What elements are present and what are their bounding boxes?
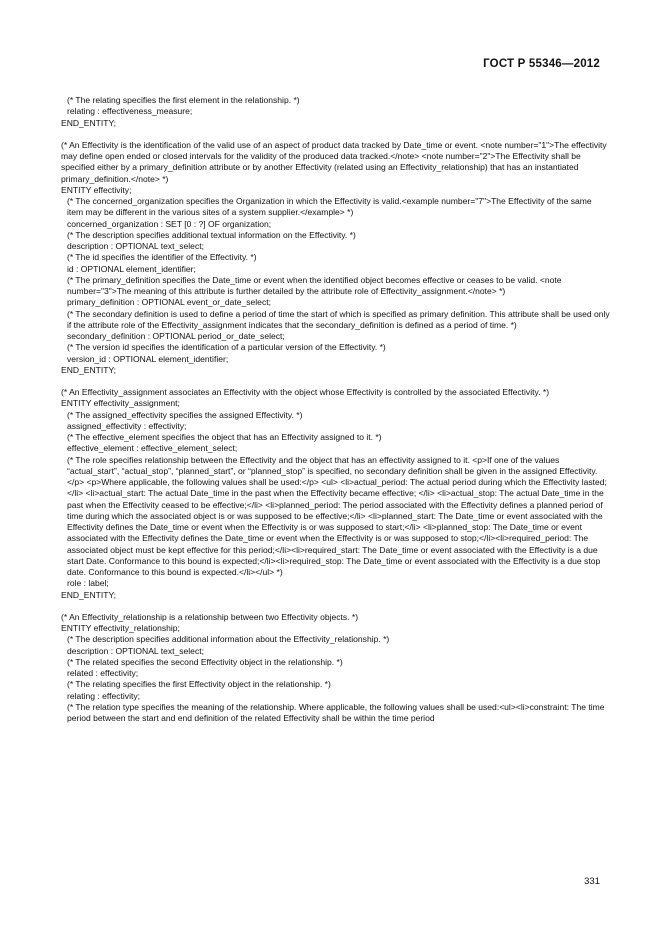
code-line: (* The role specifies relationship between the Effectivity and the object that has an effectivity assigned to it. <p>If one of the values “actual_start”, “actual_stop”, “planned_start”, or “planned_stop” is specified, no secondary definition shall be given in the assigned Effectivity.</p> <p>Where applicable, the following values shall be used:</p> <ul> <li>actual_period: The actual period during which the Effectivity lasted;</li> <li>actual_start: The actual Date_time in the past when the Effectivity became effective; </li> <li>actual_stop: The actual Date_time in the past when the Effectivity ceased to be effective;</li> <li>planned_period: The period associated with the Effectivity defines a planned period of time during which the associated object is or was supposed to be effective;</li> <li>planned_start: The Date_time or event associated with the Effectivity defines the Date_time or event when the Effectivity is or was supposed to start;</li> <li>planned_stop: The Date_time or event associated with the Effectivity defines the Date_time or event when the Effectivity is or was supposed to stop;</li><li>required_period: The associated object must be kept effective for this period;</li><li>required_start: The Date_time or event associated with the Effectivity is a due start Date. Conformance to this bound is expected;</li><li>required_stop: The Date_time or event associated with the Effectivity is a due stop date. Conformance to this bound is expected.</li></ul> *) [67, 454, 607, 577]
code-line: id : OPTIONAL element_identifier; [67, 263, 196, 274]
paragraph-gap [61, 376, 610, 387]
code-line: (* The id specifies the identifier of the Effectivity. *) [67, 252, 257, 263]
code-line: (* The assigned_effectivity specifies the assigned Effectivity. *) [67, 409, 303, 420]
code-line: END_ENTITY; [61, 589, 117, 600]
code-line: (* The relating specifies the first element in the relationship. *) [67, 95, 300, 105]
paragraph-gap [61, 601, 610, 612]
code-block [61, 387, 610, 601]
paragraph-gap [61, 129, 610, 140]
page-number: 331 [584, 876, 600, 887]
code-line: (* The secondary definition is used to define a period of time the start of which is specified as primary definition. This attribute shall be used only if the attribute role of the Effectivity_assignment indicates that the secondary_definition is defined as a period of time. *) [67, 308, 613, 330]
code-line: (* An Effectivity is the identification of the valid use of an aspect of product data tracked by Date_time or event. <note number="1">The effectivity may define open ended or closed intervals for the validity of the produced data tracked.</note> <note number="2">The Effectivity shall be specified either by a primary_definition attribute or by another Effectivity (related using an Effectivity_relationship) that has an instantiated primary_definition.</note> *) [61, 139, 610, 184]
code-line: (* The related specifies the second Effectivity object in the relationship. *) [67, 656, 343, 667]
code-line: (* The concerned_organization specifies the Organization in which the Effectivity is valid.<example number="7">The Effectivity of the same item may be different in the various sites of a system supplier.</example> *) [67, 196, 594, 218]
code-line: relating : effectiveness_measure; [67, 106, 193, 117]
page-header-standard-number: ГОСТ Р 55346—2012 [483, 58, 600, 70]
code-block [61, 95, 610, 129]
code-line: ENTITY effectivity_assignment; [61, 398, 180, 409]
code-line: END_ENTITY; [61, 364, 117, 375]
code-line: concerned_organization : SET [0 : ?] OF organization; [67, 218, 272, 229]
code-line: (* The effective_element specifies the object that has an Effectivity assigned to it. *) [67, 432, 382, 442]
code-line: relating : effectivity; [67, 690, 140, 701]
document-body [61, 95, 613, 724]
code-line: secondary_definition : OPTIONAL period_or_date_select; [67, 331, 285, 341]
code-line: description : OPTIONAL text_select; [67, 645, 204, 656]
code-line: primary_definition : OPTIONAL event_or_date_select; [67, 297, 271, 308]
code-line: version_id : OPTIONAL element_identifier; [67, 353, 229, 364]
code-line: END_ENTITY; [61, 117, 117, 128]
code-line: (* The description specifies additional textual information on the Effectivity. *) [67, 229, 356, 240]
code-line: (* The relation type specifies the meaning of the relationship. Where applicable, the following values shall be used:<ul><li>constraint: The time period between the start and end definition of the related Effectivity shall be within the time period [67, 701, 607, 723]
code-line: ENTITY effectivity; [61, 184, 132, 195]
code-line: effective_element : effective_element_select; [67, 443, 238, 454]
code-block [61, 139, 613, 376]
code-line: (* The relating specifies the first Effectivity object in the relationship. *) [67, 679, 331, 690]
code-line: (* The version id specifies the identification of a particular version of the Effectivity. *) [67, 342, 386, 353]
code-line: ENTITY effectivity_relationship; [61, 623, 180, 633]
code-line: role : label; [67, 578, 109, 589]
code-line: (* An Effectivity_relationship is a relationship between two Effectivity objects. *) [61, 611, 359, 622]
code-line: (* An Effectivity_assignment associates an Effectivity with the object whose Effectivity is controlled by the associated Effectivity. *) [61, 387, 550, 397]
code-line: (* The primary_definition specifies the Date_time or event when the identified object becomes effective or ceases to be valid. <note number="3">The meaning of this attribute is further detailed by the attribute role of Effectivity_assignment.</note> *) [67, 274, 564, 296]
code-block [61, 612, 610, 725]
code-line: description : OPTIONAL text_select; [67, 241, 204, 251]
code-line: assigned_effectivity : effectivity; [67, 420, 187, 431]
code-line: (* The description specifies additional information about the Effectivity_relationship. *) [67, 634, 390, 645]
code-line: related : effectivity; [67, 668, 139, 678]
